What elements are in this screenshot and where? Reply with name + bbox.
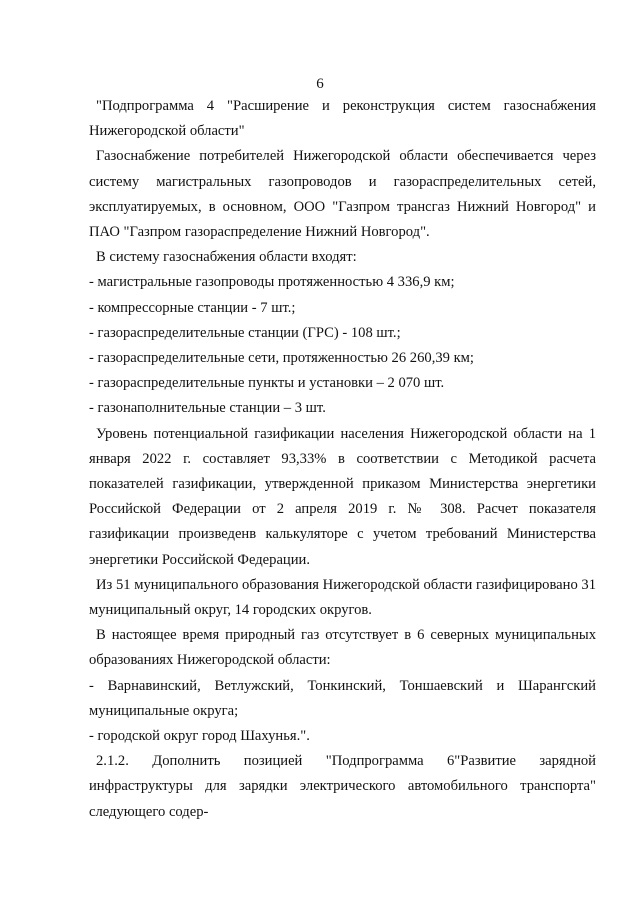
list-item: - газораспределительные пункты и установки – 2 070 шт. [89, 375, 445, 392]
list-item: - газонаполнительные станции – 3 шт. [89, 400, 326, 417]
list-item: - городской округ город Шахунья.". [89, 728, 310, 745]
page-number: 6 [316, 76, 324, 92]
gasification-level-paragraph: Уровень потенциальной газификации населения Нижегородской области на 1 января 2022 г. составляет 93,33% в соответствии с Методикой расчета показателей газификации, утвержденной приказом Министерства энергетики Российской Федерации от 2 апреля 2019 г. № 308. Расчет показателя газификации произведенв калькуляторе с учетом требований Министерства энергетики Российской Федерации. [89, 425, 596, 568]
list-item: - компрессорные станции - 7 шт.; [89, 299, 296, 316]
list-item: - газораспределительные сети, протяженностью 26 260,39 км; [89, 350, 474, 367]
gas-supply-paragraph: Газоснабжение потребителей Нижегородской области обеспечивается через систему магистральных газопроводов и газораспределительных сетей, эксплуатируемых, в основном, ООО "Газпром трансгаз Нижний Новгород" и ПАО "Газпром газораспределение Нижний Новгород". [89, 148, 596, 241]
subprogram-title-paragraph: "Подпрограмма 4 "Расширение и реконструкция систем газоснабжения Нижегородской области" [89, 98, 596, 140]
list-item: - магистральные газопроводы протяженностью 4 336,9 км; [89, 274, 455, 291]
list-item: - Варнавинский, Ветлужский, Тонкинский, Тоншаевский и Шарангский муниципальные округа; [89, 677, 596, 719]
system-intro-paragraph: В систему газоснабжения области входят: [96, 249, 357, 266]
amendment-paragraph: 2.1.2. Дополнить позицией "Подпрограмма 6"Развитие зарядной инфраструктуры для зарядки электрического автомобильного транспорта" следующего содер- [89, 753, 596, 820]
municipal-paragraph: Из 51 муниципального образования Нижегородской области газифицировано 31 муниципальный округ, 14 городских округов. [89, 576, 596, 619]
document-body [89, 94, 596, 825]
list-item: - газораспределительные станции (ГРС) - 108 шт.; [89, 324, 401, 341]
no-gas-paragraph: В настоящее время природный газ отсутствует в 6 северных муниципальных образованиях Нижегородской области: [89, 627, 596, 669]
